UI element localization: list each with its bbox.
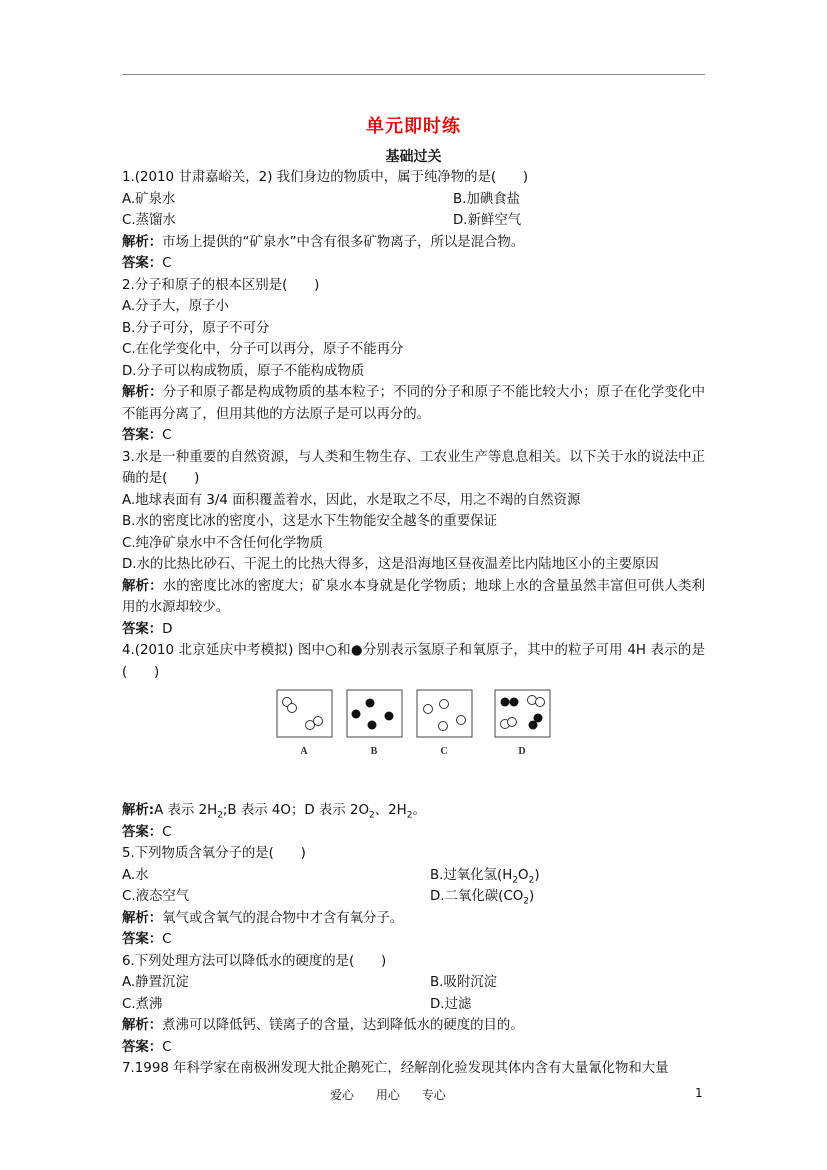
q4-particle-figure	[122, 683, 705, 800]
q6-options-row2	[122, 994, 705, 1016]
section-heading: 基础过关	[385, 149, 442, 165]
page-title: 单元即时练	[366, 116, 461, 137]
q6-answer	[122, 1037, 705, 1059]
h-atom	[536, 698, 545, 707]
answer-label: 答案：	[122, 824, 163, 840]
q4-analysis	[122, 800, 705, 822]
q1-options-row2	[122, 210, 705, 232]
h-atom	[439, 722, 448, 731]
option-text: )	[534, 867, 540, 883]
h-atom	[508, 718, 517, 727]
h-atom	[424, 705, 433, 714]
answer-label: 答案：	[122, 932, 163, 947]
q6-option-b: B.吸附沉淀	[430, 975, 498, 990]
q6-options-row1	[122, 972, 705, 994]
subscript: 2	[528, 875, 535, 886]
o-atom	[510, 698, 519, 707]
q1-answer	[122, 253, 705, 275]
page-number: 1	[695, 1086, 703, 1100]
q2-option-d: D.分子可以构成物质，原子不能构成物质	[122, 363, 365, 379]
q3-stem: 3.水是一种重要的自然资源，与人类和生物生存、工农业生产等息息相关。以下关于水的说法中正确的是( )	[122, 449, 705, 486]
q1-stem: 1.(2010 甘肃嘉峪关，2) 我们身边的物质中，属于纯净物的是( )	[122, 170, 529, 185]
q1-option-b: B.加碘食盐	[453, 191, 521, 207]
o-atom	[501, 698, 510, 707]
box-a	[277, 690, 332, 737]
q6-option-d: D.过滤	[430, 996, 472, 1012]
o-atom	[366, 699, 375, 708]
q3-option-a: A.地球表面有 3/4 面积覆盖着水，因此，水是取之不尽，用之不竭的自然资源	[122, 492, 581, 508]
subscript: 2	[369, 810, 375, 821]
analysis-text: 。	[412, 803, 426, 818]
q5-stem: 5.下列物质含氧分子的是( )	[122, 846, 306, 861]
answer-label: 答案：	[122, 256, 163, 271]
option-text: B.过氧化氢(H	[430, 867, 513, 883]
q1-option-d: D.新鲜空气	[453, 213, 522, 228]
question-list	[122, 167, 705, 1080]
answer-value: C	[162, 1039, 172, 1055]
q6-option-a: A.静置沉淀	[122, 975, 189, 990]
option-text: D.二氧化碳(CO	[430, 889, 524, 904]
subscript: 2	[217, 810, 223, 821]
q2-stem: 2.分子和原子的根本区别是( )	[122, 277, 320, 293]
answer-value: C	[162, 824, 172, 840]
answer-label: 答案：	[122, 621, 163, 637]
q5-option-c: C.液态空气	[122, 889, 190, 904]
answer-label: 答案：	[122, 1039, 163, 1055]
box-d	[495, 690, 550, 737]
q5-analysis	[122, 908, 705, 930]
q1-analysis	[122, 232, 705, 254]
q1-option-c: C.蒸馏水	[122, 213, 176, 228]
h-atom	[288, 704, 297, 713]
q2-analysis	[122, 382, 705, 425]
q5-answer	[122, 929, 705, 951]
o-atom	[385, 712, 394, 721]
analysis-label: 解析:	[122, 803, 155, 818]
q3-option-c: C.纯净矿泉水中不含任何化学物质	[122, 535, 324, 551]
analysis-text: 分子和原子都是构成物质的基本粒子；不同的分子和原子不能比较大小；原子在化学变化中不能再分离了，但用其他的方法原子是可以再分的。	[122, 385, 705, 422]
q4-stem: 4.(2010 北京延庆中考模拟) 图中○和●分别表示氢原子和氧原子，其中的粒子可用 4H 表示的是( )	[122, 643, 705, 680]
analysis-text: 水的密度比冰的密度大；矿泉水本身就是化学物质；地球上水的含量虽然丰富但可供人类利用的水源却较少。	[122, 578, 705, 615]
h-atom	[457, 716, 466, 725]
q6-option-c: C.煮沸	[122, 996, 163, 1012]
o-atom	[352, 710, 361, 719]
q1-option-a: A.矿泉水	[122, 191, 176, 207]
analysis-text: A 表示 2H	[154, 803, 218, 818]
analysis-text: 市场上提供的“矿泉水”中含有很多矿物离子，所以是混合物。	[162, 234, 525, 250]
figure-label-d: D	[518, 746, 526, 757]
q6-stem: 6.下列处理方法可以降低水的硬度的是( )	[122, 953, 387, 969]
h-atom	[440, 700, 449, 709]
q5-option-a: A.水	[122, 867, 149, 883]
analysis-text: 、2H	[374, 803, 407, 818]
q2-answer	[122, 425, 705, 447]
analysis-text: ;B 表示 4O；D 表示 2O	[222, 803, 370, 818]
analysis-label: 解析：	[122, 1018, 163, 1033]
q5-options-row2	[122, 886, 705, 908]
footer-slogan	[330, 1086, 464, 1103]
answer-value: C	[162, 256, 172, 271]
answer-label: 答案：	[122, 428, 163, 443]
answer-value: C	[162, 932, 172, 947]
footer-item: 用心	[375, 1088, 400, 1102]
answer-value: C	[162, 428, 172, 443]
o-atom	[368, 721, 377, 730]
figure-label-a: A	[300, 746, 308, 757]
q5-option-b	[430, 865, 540, 887]
header-rule	[122, 74, 705, 75]
q4-answer	[122, 822, 705, 844]
particle-diagram	[272, 689, 562, 761]
option-text: )	[528, 889, 535, 904]
subscript: 2	[523, 896, 529, 907]
footer-item: 爱心	[330, 1088, 355, 1102]
figure-label-b: B	[370, 746, 378, 757]
answer-value: D	[162, 621, 173, 637]
q3-answer	[122, 619, 705, 641]
q5-options-row1	[122, 865, 705, 887]
footer-item: 专心	[421, 1088, 446, 1102]
q1-options-row1	[122, 189, 705, 211]
q7-stem: 7.1998 年科学家在南极洲发现大批企鹅死亡，经解剖化验发现其体内含有大量氰化物和大量	[122, 1061, 669, 1076]
subscript: 2	[406, 810, 413, 821]
q2-option-c: C.在化学变化中，分子可以再分，原子不能再分	[122, 342, 404, 357]
analysis-text: 氧气或含氧气的混合物中才含有氧分子。	[162, 910, 404, 926]
q3-analysis	[122, 576, 705, 619]
q5-option-d	[430, 886, 534, 908]
h-atom	[314, 717, 323, 726]
figure-label-c: C	[440, 746, 448, 757]
o-atom	[529, 721, 538, 730]
q3-option-d: D.水的比热比砂石、干泥土的比热大得多，这是沿海地区昼夜温差比内陆地区小的主要原因	[122, 557, 659, 572]
analysis-label: 解析：	[122, 385, 163, 400]
analysis-label: 解析：	[122, 234, 163, 250]
q3-option-b: B.水的密度比冰的密度小，这是水下生物能安全越冬的重要保证	[122, 514, 497, 529]
q6-analysis	[122, 1015, 705, 1037]
analysis-label: 解析：	[122, 578, 163, 594]
analysis-text: 煮沸可以降低钙、镁离子的含量，达到降低水的硬度的目的。	[162, 1018, 524, 1033]
analysis-label: 解析：	[122, 910, 163, 926]
subscript: 2	[512, 875, 519, 886]
q2-option-b: B.分子可分，原子不可分	[122, 320, 270, 336]
q2-option-a: A.分子大，原子小	[122, 299, 229, 314]
option-text: O	[518, 867, 529, 883]
